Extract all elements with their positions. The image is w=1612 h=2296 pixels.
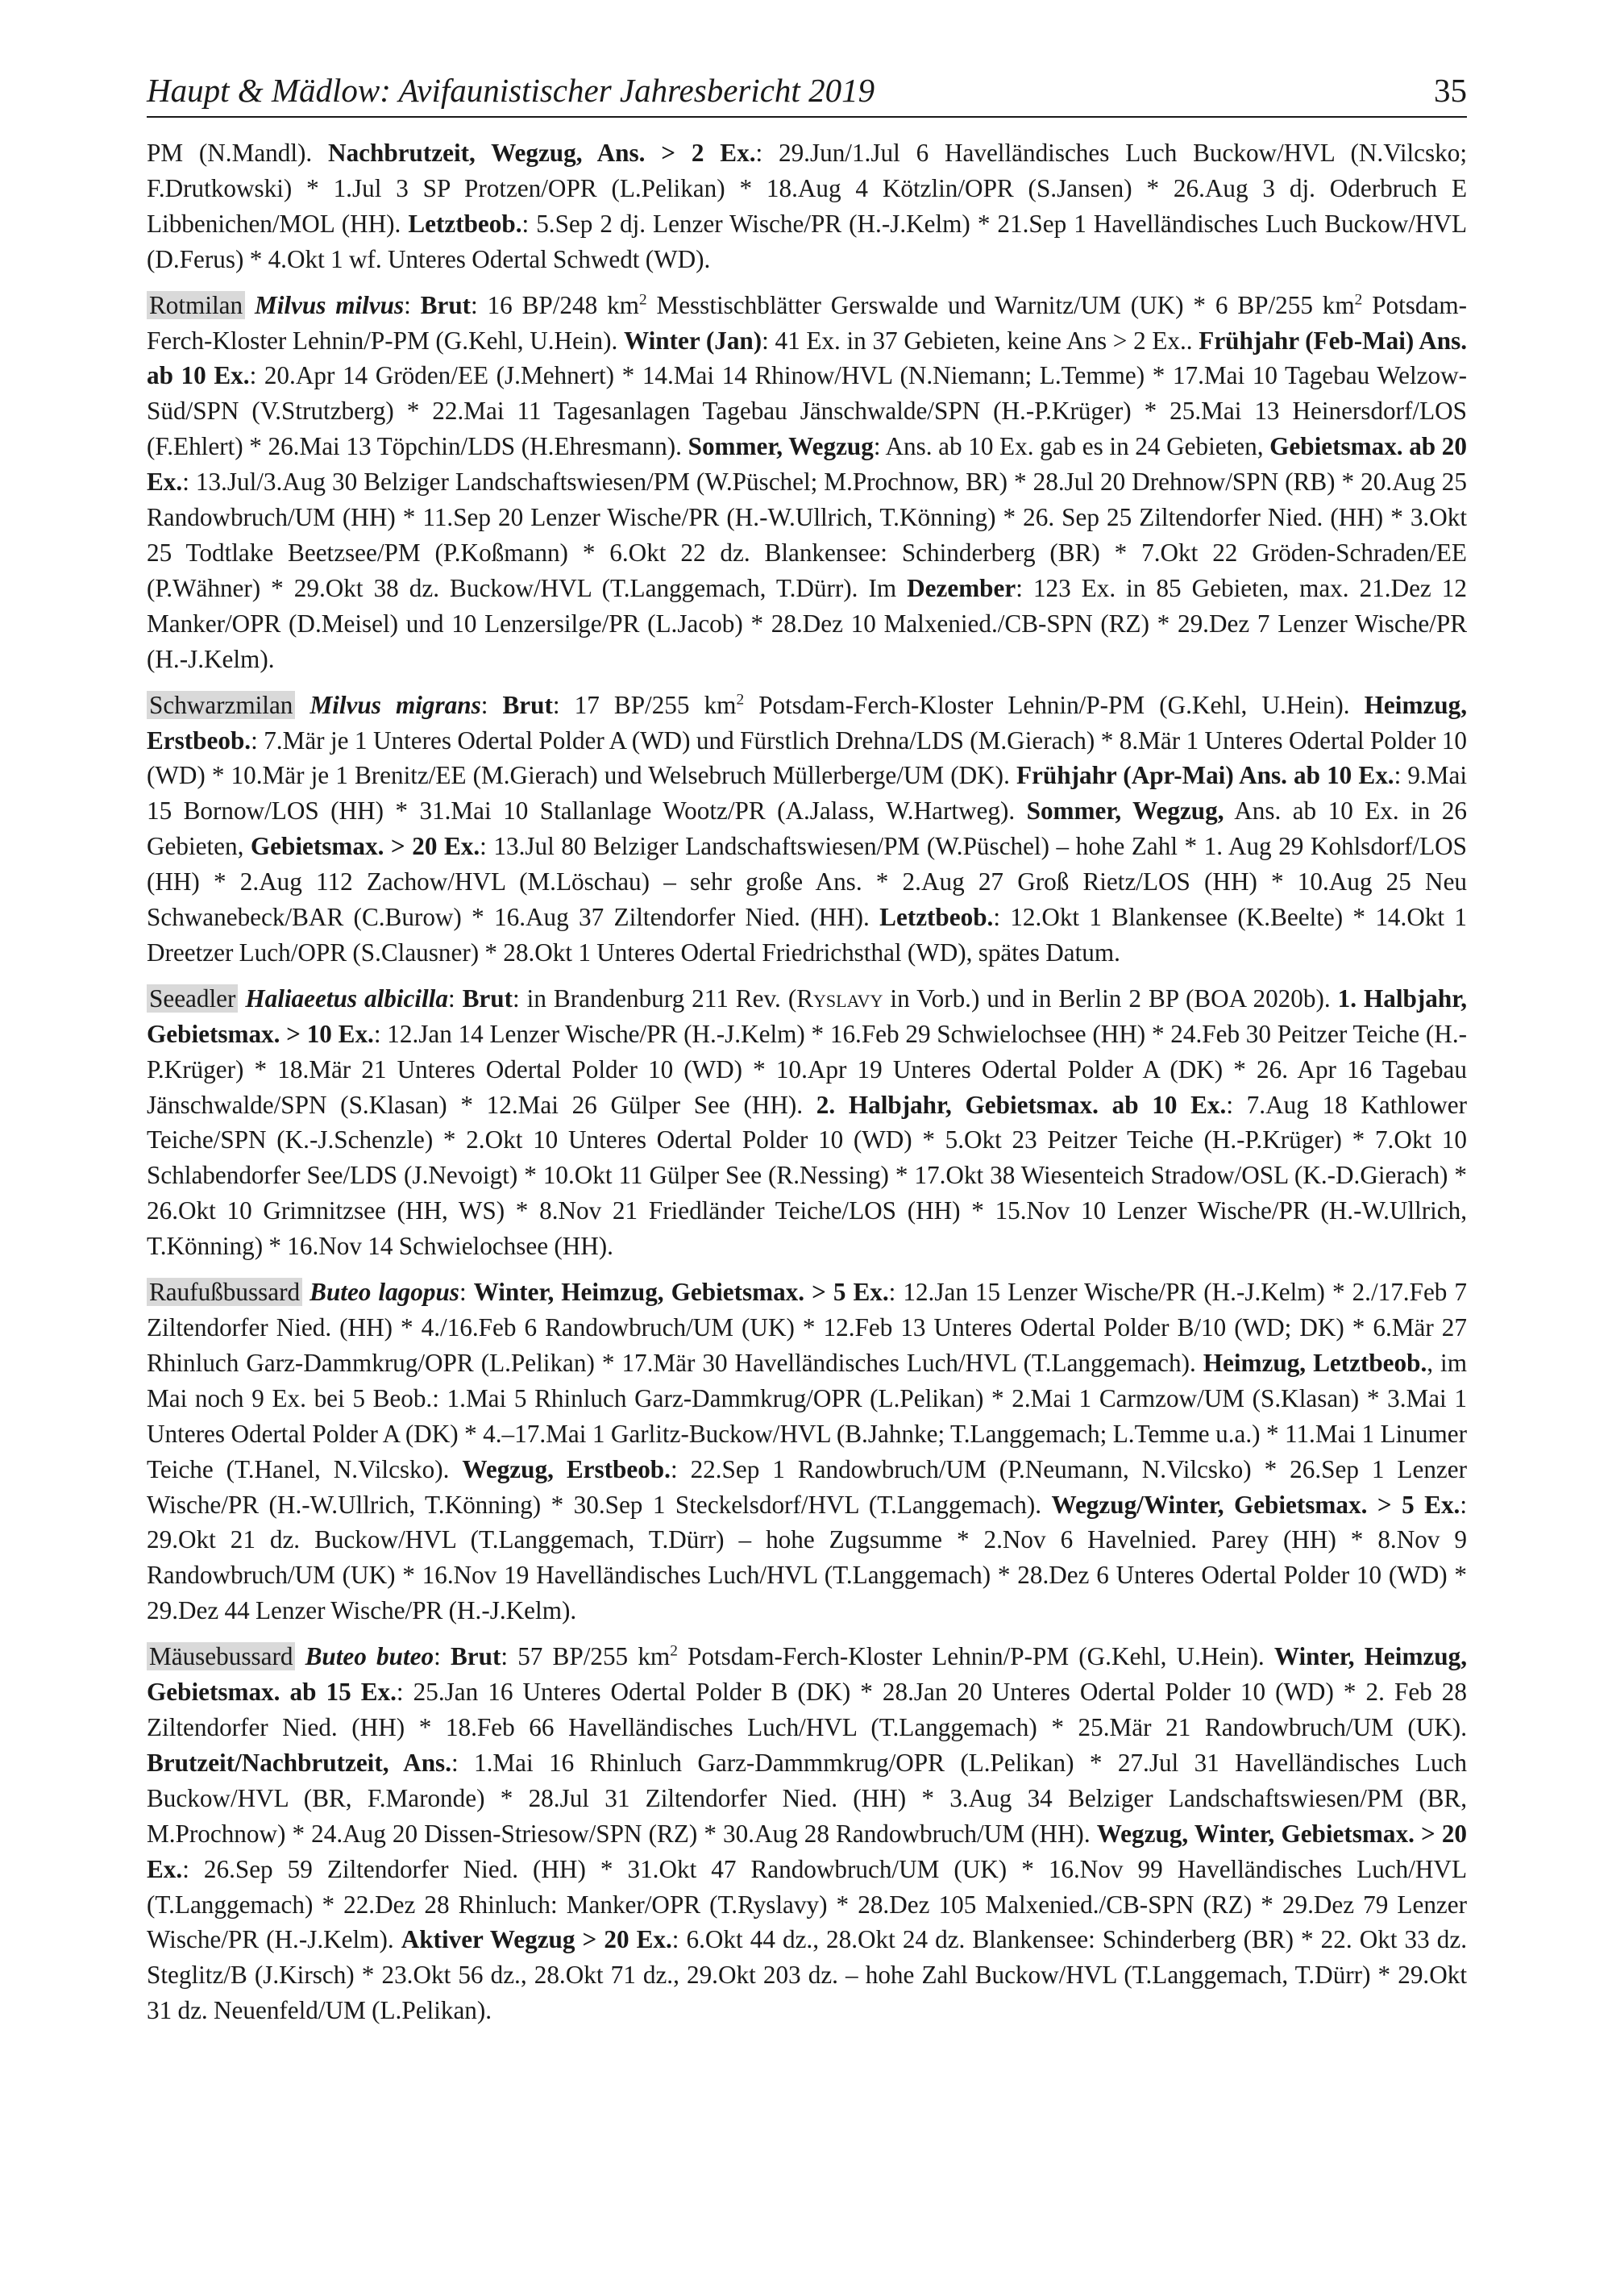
entry-text: : 12.Okt 1 Blankensee (K.Beelte) * 14.Okt 1 Dreetzer Luch/OPR (S.Clausner) * 28.Okt 1 Unteres Odertal Friedrichsthal (WD), spätes Datum. <box>147 903 1467 967</box>
entry-text: : <box>459 1278 474 1307</box>
bold-label: Wegzug, Winter, Gebietsmax. > 20 Ex. <box>147 1819 1468 1883</box>
document-body <box>147 135 1467 2039</box>
entry-text: : 16 BP/248 km <box>471 290 639 319</box>
bold-label: Heimzug, Erstbeob. <box>147 690 1467 755</box>
bold-label: Frühjahr (Feb-Mai) Ans. ab 10 Ex. <box>147 326 1468 390</box>
bold-label: Winter (Jan) <box>624 326 762 355</box>
entry-text: : 9.Mai 15 Bornow/LOS (HH) * 31.Mai 10 Stallanlage Wootz/PR (A.Jalass, W.Hartweg). <box>147 761 1468 826</box>
entry-text: : 6.Okt 44 dz., 28.Okt 24 dz. Blankensee: Schinderberg (BR) * 22. Okt 33 dz. Steglitz/B (J.Kirsch) * 23.Okt 56 dz., 28.Okt 71 dz., 29.Okt 203 dz. – hohe Zahl Buckow/HVL (T.Langgemach, T.Dürr) * 29.Okt 31 dz. Neuenfeld/UM (L.Pelikan). <box>147 1925 1468 2025</box>
species-name: Schwarzmilan <box>147 691 295 719</box>
entry-text: : 17 BP/255 km <box>552 690 737 719</box>
entry-text: Messtischblätter Gerswalde und Warnitz/UM (UK) * 6 BP/255 km <box>646 290 1355 319</box>
bold-label: Brut <box>450 1642 501 1671</box>
entry-text: : <box>404 290 421 319</box>
entry-text: : 26.Sep 59 Ziltendorfer Nied. (HH) * 31.Okt 47 Randowbruch/UM (UK) * 16.Nov 99 Havelländisches Luch/HVL (T.Langgemach) * 22.Dez 28 Rhinluch: Manker/OPR (T.Ryslavy) * 28.Dez 105 Malxenied./CB-SPN (RZ) * 29.Dez 79 Lenzer Wische/PR (H.-J.Kelm). <box>147 1854 1467 1954</box>
entry-text: : <box>434 1642 451 1671</box>
running-head <box>147 68 1467 118</box>
entry-text: : 57 BP/255 km <box>501 1642 671 1671</box>
small-caps-author: Ryslavy <box>796 984 883 1013</box>
bold-label: Letztbeob. <box>408 209 522 238</box>
entry-text: Potsdam-Ferch-Kloster Lehnin/P-PM (G.Kehl, U.Hein). <box>744 690 1365 719</box>
bold-label: Brut <box>420 290 472 319</box>
species-entry <box>147 1275 1467 1628</box>
entry-text: : 12.Jan 14 Lenzer Wische/PR (H.-J.Kelm) * 16.Feb 29 Schwielochsee (HH) * 24.Feb 30 Peitzer Teiche (H.-P.Krüger) * 18.Mär 21 Unteres Odertal Polder 10 (WD) * 10.Apr 19 Unteres Odertal Polder A (DK) * 26. Apr 16 Tagebau Jänschwalde/SPN (S.Klasan) * 12.Mai 26 Gülper See (HH). <box>147 1019 1467 1119</box>
bold-label: Frühjahr (Apr-Mai) Ans. ab 10 Ex. <box>1016 761 1394 790</box>
species-entry <box>147 135 1467 277</box>
entry-text: : 13.Jul/3.Aug 30 Belziger Landschaftswiesen/PM (W.Püschel; M.Prochnow, BR) * 28.Jul 20 Drehnow/SPN (RB) * 20.Aug 25 Randowbruch/UM (HH) * 11.Sep 20 Lenzer Wische/PR (H.-W.Ullrich, T.Könning) * 26. Sep 25 Ziltendorfer Nied. (HH) * 3.Okt 25 Todtlake Beetzsee/PM (P.Koßmann) * 6.Okt 22 dz. Blankensee: Schinderberg (BR) * 7.Okt 22 Gröden-Schraden/EE (P.Wähner) * 29.Okt 38 dz. Buckow/HVL (T.Langgemach, T.Dürr). Im <box>147 468 1467 602</box>
bold-label: Aktiver Wegzug > 20 Ex. <box>401 1925 672 1954</box>
bold-label: Heimzug, Letztbeob. <box>1203 1348 1427 1377</box>
entry-text <box>302 1278 310 1306</box>
bold-label: Brut <box>502 690 553 719</box>
entry-text: : 7.Mär je 1 Unteres Odertal Polder A (WD) und Fürstlich Drehna/LDS (M.Gierach) * 8.Mär 1 Unteres Odertal Polder 10 (WD) * 10.Mär je 1 Brenitz/EE (M.Gierach) und Welsebruch Müllerberge/UM (DK). <box>147 726 1467 790</box>
species-entry <box>147 288 1467 677</box>
entry-text: in Vorb.) und in Berlin 2 BP (BOA 2020b). <box>883 984 1338 1013</box>
entry-text: : 29.Okt 21 dz. Buckow/HVL (T.Langgemach, T.Dürr) – hohe Zugsumme * 2.Nov 6 Havelnied. Parey (HH) * 8.Nov 9 Randowbruch/UM (UK) * 16.Nov 19 Havelländisches Luch/HVL (T.Langgemach) * 28.Dez 6 Unteres Odertal Polder 10 (WD) * 29.Dez 44 Lenzer Wische/PR (H.-J.Kelm). <box>147 1490 1468 1625</box>
scientific-name: Milvus milvus <box>254 290 405 319</box>
species-name: Mäusebussard <box>147 1642 295 1670</box>
entry-text: : 13.Jul 80 Belziger Landschaftswiesen/PM (W.Püschel) – hohe Zahl * 1. Aug 29 Kohlsdorf/LOS (HH) * 2.Aug 112 Zachow/HVL (M.Löschau) – sehr große Ans. * 2.Aug 27 Groß Rietz/LOS (HH) * 10.Aug 25 Neu Schwanebeck/BAR (C.Burow) * 16.Aug 37 Ziltendorfer Nied. (HH). <box>147 832 1467 932</box>
bold-label: 2. Halbjahr, Gebietsmax. ab 10 Ex. <box>816 1090 1227 1119</box>
entry-text <box>295 1642 305 1670</box>
page-number: 35 <box>1434 72 1467 109</box>
superscript: 2 <box>670 1642 678 1660</box>
entry-text: : 29.Jun/1.Jul 6 Havelländisches Luch Buckow/HVL (N.Vilcsko; F.Drutkowski) * 1.Jul 3 SP Protzen/OPR (L.Pelikan) * 18.Aug 4 Kötzlin/OPR (S.Jansen) * 26.Aug 3 dj. Oderbruch E Libbenichen/MOL (HH). <box>147 139 1468 238</box>
bold-label: Wegzug, Erstbeob. <box>462 1454 671 1483</box>
entry-text: Ans. ab 10 Ex. in 26 Gebieten, <box>147 797 1468 861</box>
bold-label: Brutzeit/Nachbrutzeit, Ans. <box>147 1748 451 1777</box>
bold-label: Winter, Heimzug, Gebietsmax. > 5 Ex. <box>473 1278 889 1307</box>
running-head-title <box>147 68 875 113</box>
entry-text <box>245 291 255 319</box>
bold-label: Nachbrutzeit, Wegzug, Ans. > 2 Ex. <box>328 139 756 167</box>
species-name: Raufußbussard <box>147 1278 302 1306</box>
species-name: Seeadler <box>147 984 238 1013</box>
entry-text: Potsdam-Ferch-Kloster Lehnin/P-PM (G.Kehl, U.Hein). <box>147 290 1468 355</box>
entry-text: : Ans. ab 10 Ex. gab es in 24 Gebieten, <box>873 432 1270 461</box>
entry-text: : 22.Sep 1 Randowbruch/UM (P.Neumann, N.Vilcsko) * 26.Sep 1 Lenzer Wische/PR (H.-W.Ullrich, T.Könning) * 30.Sep 1 Steckelsdorf/HVL (T.Langgemach). <box>147 1454 1467 1519</box>
bold-label: Letztbeob. <box>879 903 994 932</box>
entry-text: : 41 Ex. in 37 Gebieten, keine Ans > 2 Ex.. <box>762 326 1199 355</box>
superscript: 2 <box>736 691 745 709</box>
scientific-name: Milvus migrans <box>310 690 481 719</box>
entry-text: : 5.Sep 2 dj. Lenzer Wische/PR (H.-J.Kelm) * 21.Sep 1 Havelländisches Luch Buckow/HVL (D.Ferus) * 4.Okt 1 wf. Unteres Odertal Schwedt (WD). <box>147 209 1467 273</box>
running-head-report-title: : Avifaunistischer Jahresbericht 2019 <box>380 72 875 109</box>
entry-text: : 123 Ex. in 85 Gebieten, max. 21.Dez 12 Manker/OPR (D.Meisel) und 10 Lenzersilge/PR (L.Jacob) * 28.Dez 10 Malxenied./CB-SPN (RZ) * 29.Dez 7 Lenzer Wische/PR (H.-J.Kelm). <box>147 573 1467 673</box>
bold-label: Sommer, Wegzug <box>688 432 874 461</box>
entry-text: : <box>480 690 503 719</box>
bold-label: Wegzug/Winter, Gebietsmax. > 5 Ex. <box>1051 1490 1460 1519</box>
species-entry <box>147 688 1467 971</box>
bold-label: Winter, Heimzug, Gebietsmax. ab 15 Ex. <box>147 1642 1468 1707</box>
bold-label: Brut <box>462 984 513 1013</box>
bold-label: 1. Halbjahr, Gebietsmax. > 10 Ex. <box>147 984 1467 1048</box>
bold-label: Sommer, Wegzug, <box>1026 797 1224 826</box>
superscript: 2 <box>1354 291 1363 309</box>
running-head-authors: Haupt & Mädlow <box>147 72 380 109</box>
entry-text: , im Mai noch 9 Ex. bei 5 Beob.: 1.Mai 5 Rhinluch Garz-Dammkrug/OPR (L.Pelikan) * 2.Mai 1 Carmzow/UM (S.Klasan) * 3.Mai 1 Unteres Odertal Polder A (DK) * 4.–17.Mai 1 Garlitz-Buckow/HVL (B.Jahnke; T.Langgemach; L.Temme u.a.) * 11.Mai 1 Linumer Teiche (T.Hanel, N.Vilcsko). <box>147 1348 1467 1483</box>
scientific-name: Buteo lagopus <box>310 1278 459 1307</box>
entry-text <box>295 691 310 719</box>
bold-label: Dezember <box>907 573 1016 602</box>
scientific-name: Buteo buteo <box>305 1642 434 1671</box>
bold-label: Gebietsmax. > 20 Ex. <box>250 832 480 861</box>
entry-text: : 12.Jan 15 Lenzer Wische/PR (H.-J.Kelm) * 2./17.Feb 7 Ziltendorfer Nied. (HH) * 4./16.Feb 6 Randowbruch/UM (UK) * 12.Feb 13 Unteres Odertal Polder B/10 (WD; DK) * 6.Mär 27 Rhinluch Garz-Dammkrug/OPR (L.Pelikan) * 17.Mär 30 Havelländisches Luch/HVL (T.Langgemach). <box>147 1278 1467 1377</box>
species-name: Rotmilan <box>147 291 245 319</box>
entry-text: : 7.Aug 18 Kathlower Teiche/SPN (K.-J.Schenzle) * 2.Okt 10 Unteres Odertal Polder 10 (WD) * 5.Okt 23 Peitzer Teiche (H.-P.Krüger) * 7.Okt 10 Schlabendorfer See/LDS (J.Nevoigt) * 10.Okt 11 Gülper See (R.Nessing) * 17.Okt 38 Wiesenteich Stradow/OSL (K.-D.Gierach) * 26.Okt 10 Grimnitzsee (HH, WS) * 8.Nov 21 Friedländer Teiche/LOS (HH) * 15.Nov 10 Lenzer Wische/PR (H.-W.Ullrich, T.Könning) * 16.Nov 14 Schwielochsee (HH). <box>147 1090 1467 1261</box>
scientific-name: Haliaeetus albicilla <box>245 984 448 1013</box>
entry-text: : 20.Apr 14 Gröden/EE (J.Mehnert) * 14.Mai 14 Rhinow/HVL (N.Niemann; L.Temme) * 17.Mai 10 Tagebau Welzow-Süd/SPN (V.Strutzberg) * 22.Mai 11 Tagesanlagen Tagebau Jänschwalde/SPN (H.-P.Krüger) * 25.Mai 13 Heinersdorf/LOS (F.Ehlert) * 26.Mai 13 Töpchin/LDS (H.Ehresmann). <box>147 361 1468 461</box>
species-entry <box>147 981 1467 1264</box>
entry-text: Potsdam-Ferch-Kloster Lehnin/P-PM (G.Kehl, U.Hein). <box>677 1642 1274 1671</box>
entry-text: : 25.Jan 16 Unteres Odertal Polder B (DK) * 28.Jan 20 Unteres Odertal Polder 10 (WD) * 2. Feb 28 Ziltendorfer Nied. (HH) * 18.Feb 66 Havelländisches Luch/HVL (T.Langgemach) * 25.Mär 21 Randowbruch/UM (UK). <box>147 1678 1467 1741</box>
entry-text: PM (N.Mandl). <box>147 139 329 167</box>
superscript: 2 <box>638 291 647 309</box>
entry-text: : <box>447 984 463 1013</box>
entry-text: : 1.Mai 16 Rhinluch Garz-Dammmkrug/OPR (L.Pelikan) * 27.Jul 31 Havelländisches Luch Buckow/HVL (BR, F.Maronde) * 28.Jul 31 Ziltendorfer Nied. (HH) * 3.Aug 34 Belziger Landschaftswiesen/PM (BR, M.Prochnow) * 24.Aug 20 Dissen-Striesow/SPN (RZ) * 30.Aug 28 Randowbruch/UM (HH). <box>147 1748 1467 1848</box>
bold-label: Gebietsmax. ab 20 Ex. <box>147 432 1467 497</box>
species-entry <box>147 1639 1467 2028</box>
entry-text: : in Brandenburg 211 Rev. ( <box>512 984 797 1013</box>
